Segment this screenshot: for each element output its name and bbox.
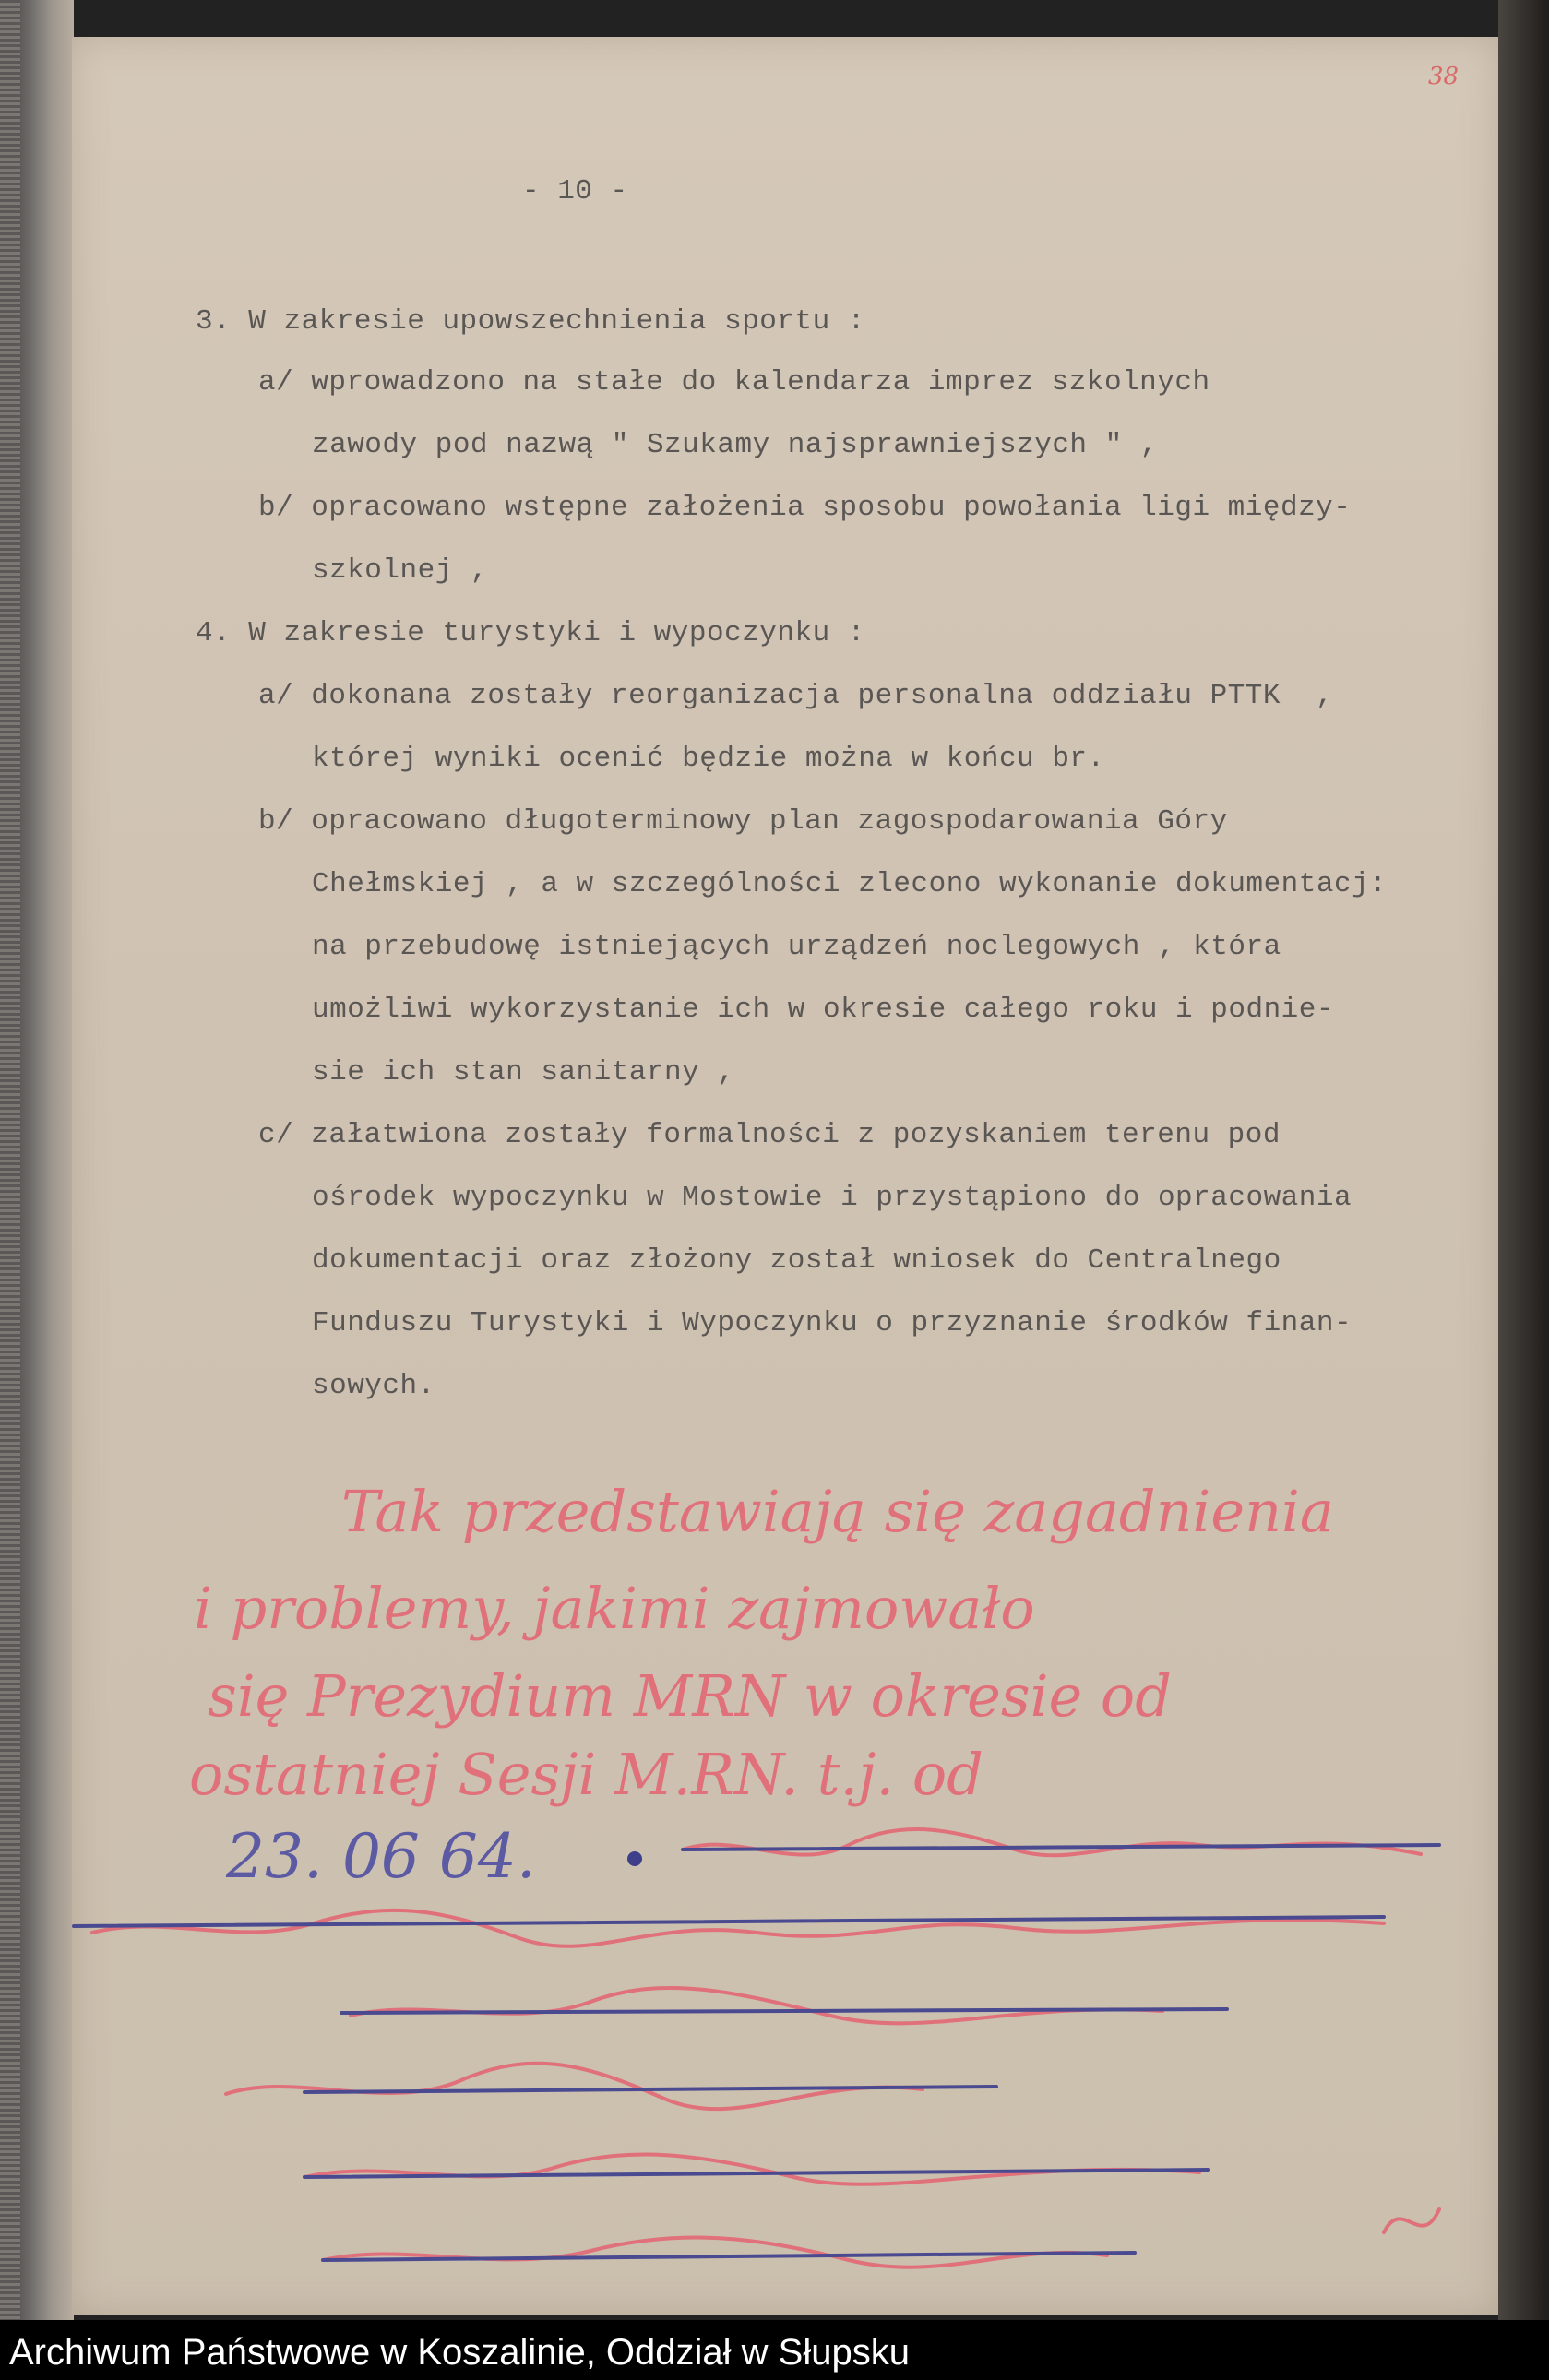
section-4-item-a-line-2: której wyniki ocenić będzie można w końcu br. bbox=[312, 743, 1105, 775]
section-3-item-a-line-2: zawody pod nazwą " Szukamy najsprawniejszych " , bbox=[312, 429, 1158, 461]
section-4-item-b-line-3: na przebudowę istniejących urządzeń noclegowych , która bbox=[312, 931, 1281, 963]
section-4-item-b-line-5: sie ich stan sanitarny , bbox=[312, 1056, 735, 1089]
handwritten-note-red bbox=[189, 1478, 1334, 1808]
section-3-item-b-line-1: b/ opracowano wstępne założenia sposobu powołania ligi między- bbox=[258, 492, 1352, 524]
section-3-item-b-line-2: szkolnej , bbox=[312, 554, 489, 587]
section-4-item-a-line-1: a/ dokonana zostały reorganizacja personalna oddziału PTTK , bbox=[258, 680, 1334, 712]
archive-footer-bar bbox=[0, 2320, 1549, 2380]
strike-through-lines bbox=[74, 1845, 1439, 2260]
section-4-item-c-line-2: ośrodek wypoczynku w Mostowie i przystąpiono do opracowania bbox=[312, 1182, 1352, 1214]
archive-label: Archiwum Państwowe w Koszalinie, Oddział w Słupsku bbox=[9, 2332, 910, 2373]
folio-number: 38 bbox=[1428, 63, 1460, 90]
section-3-item-a-line-1: a/ wprowadzono na stałe do kalendarza imprez szkolnych bbox=[258, 366, 1210, 399]
section-4-item-b-line-1: b/ opracowano długoterminowy plan zagospodarowania Góry bbox=[258, 805, 1228, 838]
section-4-item-c-line-3: dokumentacji oraz złożony został wniosek do Centralnego bbox=[312, 1244, 1281, 1277]
section-3-heading: 3. W zakresie upowszechnienia sportu : bbox=[196, 305, 865, 338]
ink-dot bbox=[627, 1851, 642, 1866]
section-4-item-b-line-2: Chełmskiej , a w szczególności zlecono wykonanie dokumentacj: bbox=[312, 868, 1388, 900]
handwritten-line-2: i problemy, jakimi zajmowało bbox=[194, 1575, 1035, 1642]
section-4-heading: 4. W zakresie turystyki i wypoczynku : bbox=[196, 617, 865, 649]
handwritten-date: 23. 06 64. bbox=[226, 1821, 536, 1892]
section-4-item-b-line-4: umożliwi wykorzystanie ich w okresie całego roku i podnie- bbox=[312, 994, 1334, 1026]
section-4-item-c-line-1: c/ załatwiona zostały formalności z pozyskaniem terenu pod bbox=[258, 1119, 1281, 1151]
handwritten-line-4: ostatniej Sesji M.RN. t.j. od bbox=[189, 1741, 983, 1808]
section-4-item-c-line-5: sowych. bbox=[312, 1370, 435, 1402]
crossed-out-scribbles bbox=[92, 1829, 1439, 2267]
section-4-item-c-line-4: Funduszu Turystyki i Wypoczynku o przyznanie środków finan- bbox=[312, 1307, 1352, 1339]
handwritten-line-1: Tak przedstawiają się zagadnienia bbox=[341, 1478, 1334, 1545]
handwritten-line-3: się Prezydium MRN w okresie od bbox=[208, 1662, 1172, 1730]
page-number: - 10 - bbox=[522, 175, 628, 208]
